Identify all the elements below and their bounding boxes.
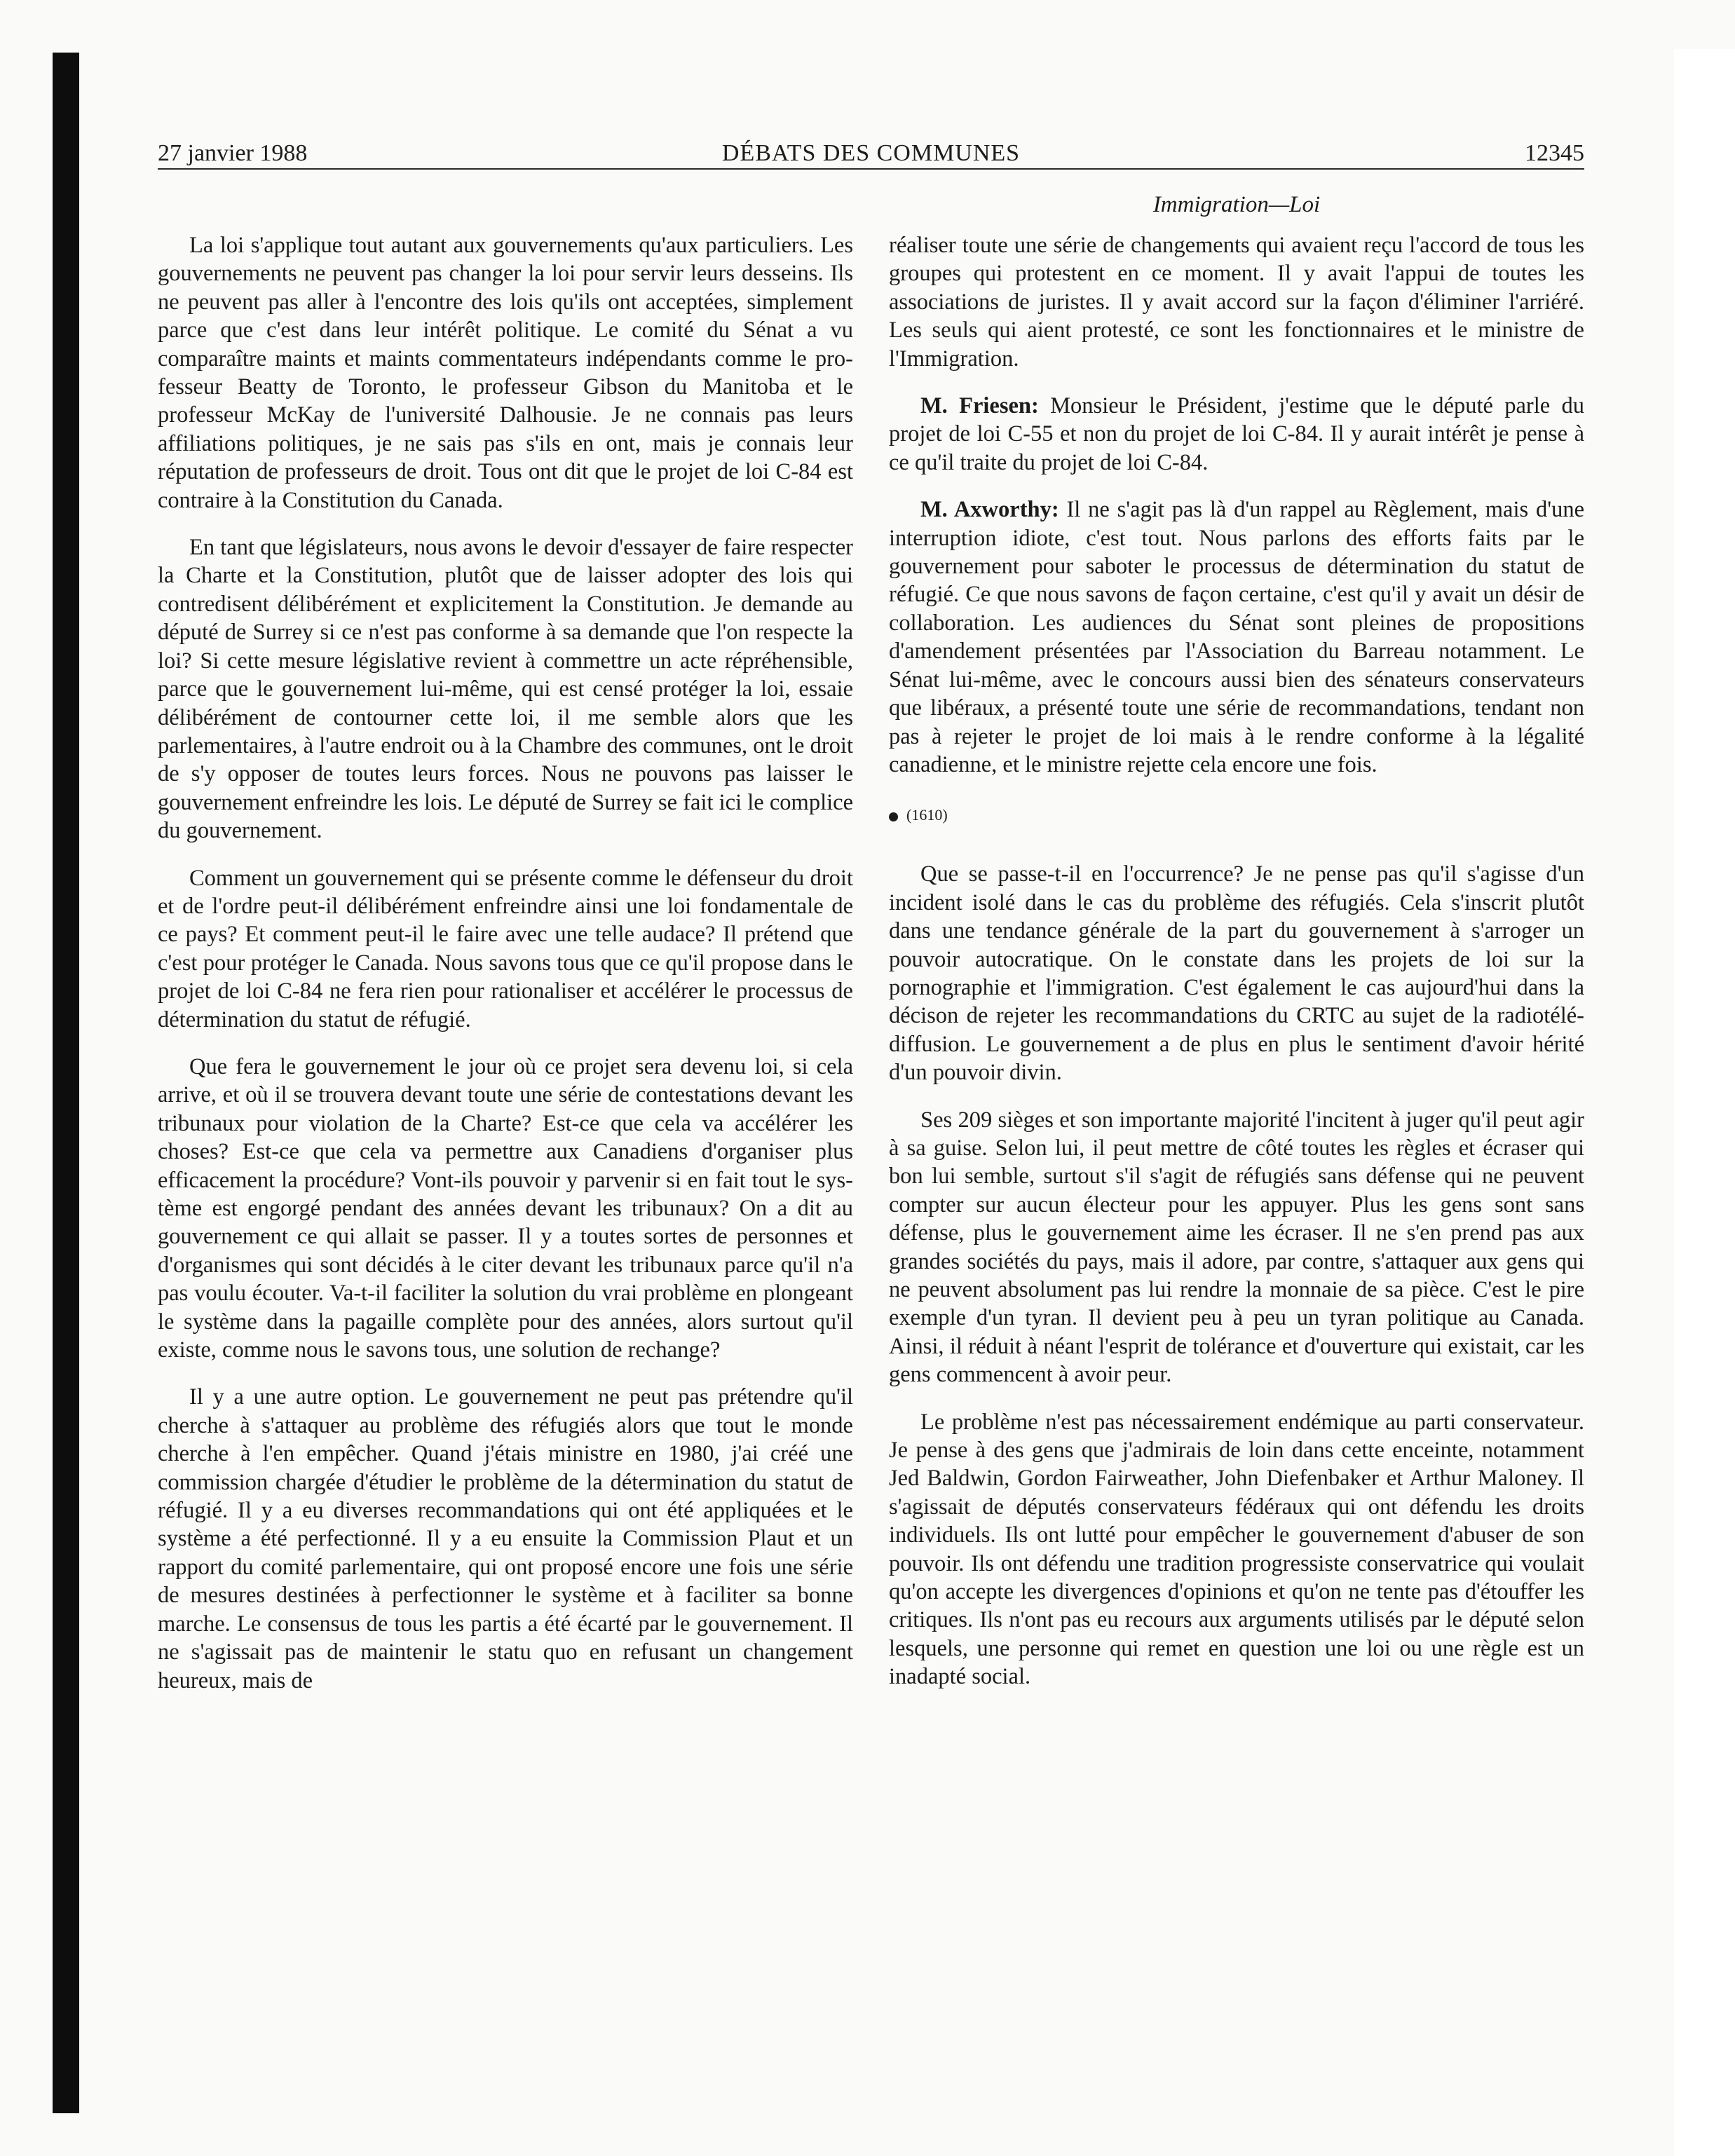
paragraph-continuation: réaliser toute une série de changements qui avaient reçu l'accord de tous les groupes qui protestent en ce moment. Il y avait l'appui de toutes les associations de juristes. Il y avait accord sur la façon d'éliminer l'arriéré. Les seuls qui aient protesté, ce sont les fonctionnaires et le ministre de l'Immigration. — [889, 233, 1584, 371]
right-column — [889, 231, 1584, 1710]
paragraph: La loi s'applique tout autant aux gouvernements qu'aux particuliers. Les gouvernements ne peuvent pas changer la loi pour servir leurs desseins. Ils ne peuvent pas aller à l'encontre des lois qu'ils ont acceptées, simplement parce que c'est dans leur intérêt politique. Le comité du Sénat a vu comparaître maints et maints commentateurs indépendants comme le professeur Beatty de Toronto, le professeur Gibson du Manitoba et le professeur McKay de l'université Dalhousie. Je ne connais pas leurs affiliations politiques, je ne sais pas s'ils en ont, mais je connais leur réputation de professeurs de droit. Tous ont dit que le projet de loi C-84 est contraire à la Constitution du Canada. — [158, 233, 853, 513]
speech-text: Il ne s'agit pas là d'un rappel au Règlement, mais d'une interruption idiote, c'est tout. Nous parlons des efforts faits par le gouvernement pour saboter le processus de détermination du statut de réfugié. Ce que nous savons de façon certaine, c'est qu'il y avait un désir de collaboration. Les audiences du Sénat sont pleines de propositions d'amendement présentées par l'Association du Barreau notamment. Le Sénat lui-même, avec le concours aussi bien des sénateurs conservateurs que libéraux, a présenté toute une série de recommandations, tendant non pas à rejeter le projet de loi mais à le rendre conforme à la légalité canadienne, et le ministre rejette cela encore une fois. — [889, 497, 1585, 777]
speaker-name: M. Axworthy: — [920, 497, 1059, 523]
binding-edge — [53, 53, 79, 2113]
paragraph: Que se passe-t-il en l'occurrence? Je ne pense pas qu'il s'agisse d'un incident isolé dans le cas du problème des réfugiés. Cela s'inscrit plutôt dans une tendance générale de la part du gouvernement à s'arroger un pouvoir autocratique. On le constate dans les projets de loi sur la pornographie et l'immigration. C'est également le cas aujourd'hui dans la décison de rejeter les recommandations du CRTC au sujet de la radiotélédiffusion. Le gouvernement a de plus en plus le sentiment d'avoir hérité d'un pouvoir divin. — [889, 861, 1584, 1086]
header-rule — [158, 168, 1584, 170]
time-marker — [889, 801, 1584, 829]
time-marker-text: (1610) — [906, 806, 948, 824]
paragraph: En tant que législateurs, nous avons le devoir d'essayer de faire respecter la Charte et la Constitution, plutôt que de laisser adopter des lois qui contredisent délibérément et explicitement la Constitution. Je demande au député de Surrey si ce n'est pas conforme à sa demande que l'on respecte la loi? Si cette mesure législative revient à commettre un acte répréhensible, parce que le gouvernement lui-même, qui est censé protéger la loi, essaie délibérément de contourner cette loi, il me semble alors que les parlementaires, à l'autre endroit ou à la Chambre des communes, ont le droit de s'y opposer de toutes leurs forces. Nous ne pouvons pas laisser le gouvernement enfreindre les lois. Le député de Surrey se fait ici le complice du gouvernement. — [158, 535, 853, 844]
paragraph: Comment un gouvernement qui se présente comme le défenseur du droit et de l'ordre peut-il délibérément enfreindre ainsi une loi fondamentale de ce pays? Et comment peut-il le faire avec une telle audace? Il prétend que c'est pour protéger le Canada. Nous savons tous que ce qu'il propose dans le projet de loi C-84 ne fera rien pour rationaliser et accélérer le processus de détermination du statut de réfugié. — [158, 865, 853, 1032]
page-number: 12345 — [1525, 140, 1584, 166]
header-date: 27 janvier 1988 — [158, 140, 308, 166]
section-heading: Immigration—Loi — [1152, 192, 1321, 217]
speech-friesen — [889, 392, 1584, 477]
running-header — [158, 137, 1584, 170]
paragraph: Il y a une autre option. Le gouvernement ne peut pas prétendre qu'il cherche à s'attaquer au problème des réfugiés alors que tout le monde cherche à l'en empêcher. Quand j'étais ministre en 1980, j'ai créé une commission chargée d'étudier le problème de la détermination du statut de réfugié. Il y a eu diverses recommandations qui ont été appliquées et le système a été perfectionné. Il y a eu ensuite la Commission Plaut et un rapport du comité parlementaire, qui ont proposé encore une fois une série de mesures destinées à perfectionner le système et à faciliter sa bonne marche. Le consensus de tous les partis a été écarté par le gouvernement. Il ne s'agissait pas de maintenir le statu quo en refusant un changement heureux, mais de — [158, 1384, 853, 1693]
speech-axworthy — [889, 496, 1584, 779]
speech-text: Monsieur le Président, j'estime que le député parle du projet de loi C-55 et non du projet de loi C-84. Il y aurait intérêt je pense à ce qu'il traite du projet de loi C-84. — [889, 393, 1584, 475]
speaker-name: M. Friesen: — [920, 393, 1039, 419]
bullet-icon — [889, 812, 898, 821]
paragraph: Le problème n'est pas nécessairement endémique au parti conservateur. Je pense à des gens que j'admirais de loin dans cette enceinte, notamment Jed Baldwin, Gordon Fairweather, John Diefenbaker et Arthur Maloney. Il s'agissait de députés conservateurs fédéraux qui ont défendu les droits individuels. Ils ont lutté pour empêcher le gouvernement d'abuser de son pouvoir. Ils ont défendu une tradition progressiste conservatrice qui voulait qu'on accepte les divergences d'opinions et qu'on ne tente pas d'étouffer les critiques. Ils n'ont pas eu recours aux arguments utilisés par le député selon lesquels, une personne qui remet en question une loi ou une règle est un inadapté social. — [889, 1409, 1584, 1690]
header-title: DÉBATS DES COMMUNES — [721, 140, 1021, 166]
paragraph: Ses 209 sièges et son importante majorité l'incitent à juger qu'il peut agir à sa guise. Selon lui, il peut mettre de côté toutes les règles et écraser qui bon lui semble, surtout s'il s'agit de réfugiés sans défense qui ne peuvent compter sur aucun électeur pour les appuyer. Plus les gens sont sans défense, plus le gouvernement aime les écraser. Il ne s'en prend pas aux grandes sociétés du pays, mais il adore, par contre, s'attaquer aux gens qui ne peuvent absolument pas lui rendre la monnaie de sa pièce. C'est le pire exemple d'un tyran. Il devient peu à peu un tyran politique au Canada. Ainsi, il réduit à néant l'esprit de tolérance et d'ouverture qui existait, car les gens commencent à avoir peur. — [889, 1107, 1584, 1388]
left-column — [158, 231, 853, 1714]
paragraph: Que fera le gouvernement le jour où ce projet sera devenu loi, si cela arrive, et où il se trouvera devant toute une série de contestations devant les tribunaux pour violation de la Charte? Est-ce que cela va accélérer les choses? Est-ce que cela va permettre aux Canadiens d'organiser plus efficacement la procédure? Vont-ils pouvoir y parvenir si en fait tout le système est engorgé pendant des années devant les tribunaux? On a dit au gouvernement ce qui allait se passer. Il y a toutes sortes de personnes et d'organismes qui sont décidés à le citer devant les tribunaux parce qu'il n'a pas voulu écouter. Va-t-il faciliter la solution du vrai problème en plongeant le système dans la pagaille complète pour des années, alors surtout qu'il existe, comme nous le savons tous, une solution de rechange? — [158, 1053, 853, 1363]
page-margin — [1674, 49, 1735, 2156]
